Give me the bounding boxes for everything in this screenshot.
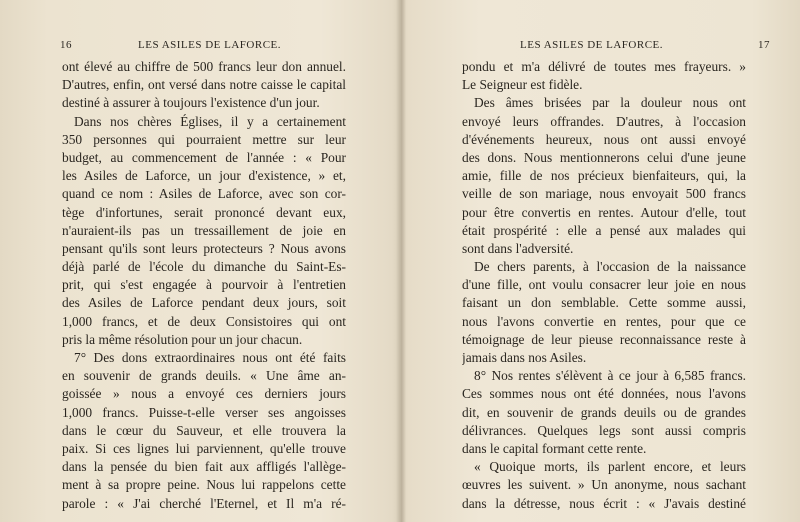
text-line: était prospérité : elle a pensé aux malades qui [462,222,746,238]
text-line: Des âmes brisées par la douleur nous ont [474,95,746,111]
text-line: déjà parlé de l'école du dimanche du Saint-Es- [62,259,346,275]
text-line: goissée » nous a envoyé ces derniers jours [62,386,346,402]
text-line: délivrances. Quelques legs sont aussi compris [462,422,746,438]
left-page-text [62,58,346,513]
right-page-header [460,38,770,52]
text-line: paix. Si ces lignes lui parviennent, qu'elle trouve [62,440,346,456]
text-line: prit, qui s'est engagée à pourvoir à l'entretien [62,277,346,293]
text-line: pour être convertis en rentes. Autour d'elle, tout [462,204,746,220]
right-page [402,0,800,522]
right-page-text [462,58,746,513]
text-line: témoignage de leur pieuse reconnaissance reste à [462,331,746,347]
text-line: 1,000 francs. Puisse-t-elle verser ses angoisses [62,404,346,420]
page-number: 16 [60,39,72,51]
text-line: pensant qu'ils sont leurs protecteurs ? Nous avons [62,240,346,256]
text-line: sont dans l'adversité. [462,240,574,256]
text-line: pris la même résolution pour un jour chacun. [62,331,303,347]
text-line: 350 personnes qui pourraient mettre sur leur [62,131,346,147]
text-line: De chers parents, à l'occasion de la naissance [474,259,746,275]
text-line: dans la pensée du bien fait aux affligés l'allège- [62,459,346,475]
text-line: parole : « J'ai cherché l'Eternel, et Il m'a ré- [62,495,346,511]
text-line: d'une fille, ont voulu consacrer leur joie en nous [462,277,746,293]
page-number: 17 [758,39,770,51]
text-line: des Asiles de Laforce pendant deux jours, soit [62,295,346,311]
text-line: budget, au commencement de l'année : « Pour [62,149,346,165]
text-line: Dans nos chères Églises, il y a certainement [74,113,346,129]
text-line: amie, fille de nos précieux bienfaiteurs, qui, la [462,168,746,184]
text-line: Le Seigneur est fidèle. [462,77,583,93]
text-line: veille de son mariage, nous envoyait 500 francs [462,186,746,202]
text-line: D'autres, enfin, ont versé dans notre caisse le capital [62,77,346,93]
text-line: nous l'avons convertie en rentes, pour que ce [462,313,746,329]
running-title: LES ASILES DE LAFORCE. [520,39,664,51]
text-line: en souvenir de grands deuils. « Une âme an- [62,368,346,384]
text-line: n'auraient-ils pas un tressaillement de joie en [62,222,346,238]
text-line: « Quoique morts, ils parlent encore, et leurs [474,459,746,475]
text-line: dans le cœur du Sauveur, et elle trouvera la [62,422,346,438]
text-line: d'événements heureux, nous ont aussi envoyé [462,131,746,147]
text-line: ment à sa propre peine. Nous lui rappelons cette [62,477,346,493]
running-title: LES ASILES DE LAFORCE. [138,39,282,51]
text-line: jamais dans nos Asiles. [462,350,587,365]
text-line: tège d'infortunes, serait prononcé devant eux, [62,204,346,220]
text-line: 1,000 francs, et de deux Consistoires qui ont [62,313,346,329]
text-line: ont élevé au chiffre de 500 francs leur don annuel. [62,59,346,74]
text-line: pondu et m'a délivré de toutes mes frayeurs. » [462,59,746,74]
left-page-header [60,38,356,52]
text-line: dit, en souvenir de grands deuils ou de grandes [462,404,746,420]
text-line: 8° Nos rentes s'élèvent à ce jour à 6,585 francs. [474,368,746,384]
text-line: dans le capital formant cette rente. [462,440,647,456]
text-line: destiné à assurer à toujours l'existence d'un jour. [62,95,320,111]
text-line: 7° Des dons extraordinaires nous ont été faits [74,350,346,365]
text-line: faisant un don semblable. Cette somme aussi, [462,295,746,311]
text-line: les Asiles de Laforce, un jour d'existence, » et, [62,168,346,184]
text-line: œuvres les suivent. » Un anonyme, nous sachant [462,477,746,493]
left-page [0,0,398,522]
text-line: quand ce nom : Asiles de Laforce, avec son cor- [62,186,346,202]
text-line: envoyé leurs offrandes. D'autres, à l'occasion [462,113,746,129]
text-line: des dons. Nous mentionnerons celui d'une jeune [462,149,746,165]
text-line: Ces sommes nous ont été données, nous l'avons [462,386,746,402]
text-line: dans la détresse, nous écrit : « J'avais destiné [462,495,746,511]
